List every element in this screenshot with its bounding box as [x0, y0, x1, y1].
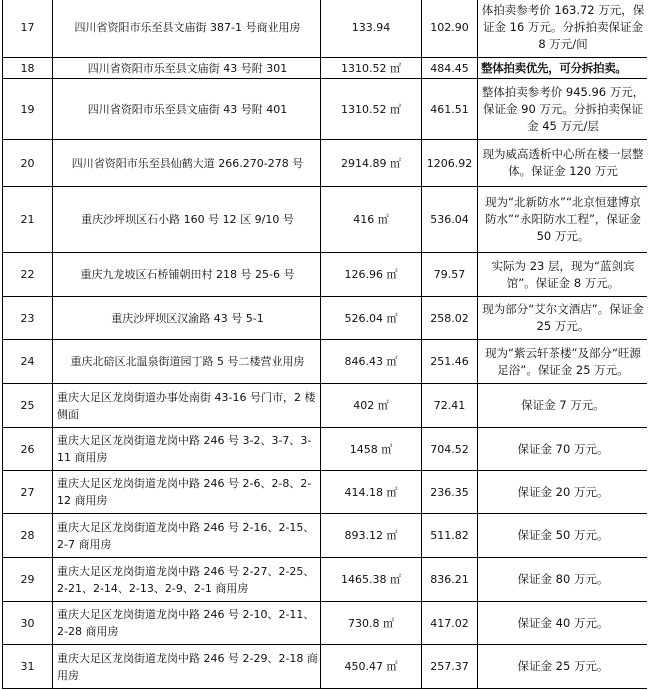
address-cell: 重庆大足区龙岗街道龙岗中路 246 号 2-10、2-11、2-28 商用房	[53, 602, 321, 645]
row-number: 29	[3, 558, 53, 602]
note-cell: 保证金 25 万元。	[478, 645, 648, 689]
table-row	[3, 384, 648, 428]
note-cell: 保证金 80 万元。	[478, 558, 648, 602]
note-cell: 现为部分“艾尔文酒店”。保证金 25 万元。	[478, 297, 648, 340]
table-row	[3, 340, 648, 384]
address-cell: 重庆大足区龙岗街道龙岗中路 246 号 2-29、2-18 商用房	[53, 645, 321, 689]
area-cell: 730.8 ㎡	[321, 602, 422, 645]
table-row	[3, 58, 648, 79]
address-cell: 重庆大足区龙岗街道龙岗中路 246 号 2-6、2-8、2-12 商用房	[53, 471, 321, 514]
table-row	[3, 253, 648, 297]
row-number: 26	[3, 428, 53, 471]
row-number: 23	[3, 297, 53, 340]
price-cell: 484.45	[422, 58, 478, 79]
area-cell: 450.47 ㎡	[321, 645, 422, 689]
row-number: 19	[3, 79, 53, 140]
row-number: 17	[3, 0, 53, 58]
property-auction-table	[2, 0, 647, 689]
area-cell: 402 ㎡	[321, 384, 422, 428]
area-cell: 133.94	[321, 0, 422, 58]
price-cell: 704.52	[422, 428, 478, 471]
row-number: 20	[3, 140, 53, 187]
area-cell: 1310.52 ㎡	[321, 79, 422, 140]
price-cell: 258.02	[422, 297, 478, 340]
area-cell: 846.43 ㎡	[321, 340, 422, 384]
table-row	[3, 514, 648, 558]
note-cell: 整体拍卖优先，可分拆拍卖。	[478, 58, 648, 79]
table-row	[3, 428, 648, 471]
note-cell: 保证金 7 万元。	[478, 384, 648, 428]
address-cell: 重庆大足区龙岗街道龙岗中路 246 号 2-16、2-15、2-7 商用房	[53, 514, 321, 558]
price-cell: 536.04	[422, 187, 478, 253]
price-cell: 251.46	[422, 340, 478, 384]
address-cell: 重庆沙坪坝区石小路 160 号 12 区 9/10 号	[53, 187, 321, 253]
area-cell: 2914.89 ㎡	[321, 140, 422, 187]
price-cell: 102.90	[422, 0, 478, 58]
price-cell: 257.37	[422, 645, 478, 689]
row-number: 27	[3, 471, 53, 514]
area-cell: 1458 ㎡	[321, 428, 422, 471]
table-row	[3, 140, 648, 187]
note-cell: 现为“北新防水”“北京恒建博京防水”“永阳防水工程”，保证金 50 万元。	[478, 187, 648, 253]
address-cell: 重庆大足区龙岗街道龙岗中路 246 号 3-2、3-7、3-11 商用房	[53, 428, 321, 471]
note-cell: 体拍卖参考价 163.72 万元，保证金 16 万元。分拆拍卖保证金 8 万元/间	[478, 0, 648, 58]
row-number: 28	[3, 514, 53, 558]
address-cell: 重庆沙坪坝区汉渝路 43 号 5-1	[53, 297, 321, 340]
price-cell: 72.41	[422, 384, 478, 428]
row-number: 25	[3, 384, 53, 428]
area-cell: 1465.38 ㎡	[321, 558, 422, 602]
price-cell: 511.82	[422, 514, 478, 558]
row-number: 24	[3, 340, 53, 384]
table-row	[3, 471, 648, 514]
row-number: 30	[3, 602, 53, 645]
table-row	[3, 645, 648, 689]
address-cell: 四川省资阳市乐至县文庙街 43 号附 301	[53, 58, 321, 79]
table-row	[3, 297, 648, 340]
address-cell: 重庆九龙坡区石桥铺朝田村 218 号 25-6 号	[53, 253, 321, 297]
price-cell: 836.21	[422, 558, 478, 602]
address-cell: 四川省资阳市乐至县文庙街 43 号附 401	[53, 79, 321, 140]
note-cell: 保证金 70 万元。	[478, 428, 648, 471]
note-cell: 现为“紫云轩茶楼”及部分“旺源足浴”。保证金 25 万元。	[478, 340, 648, 384]
address-cell: 四川省资阳市乐至县文庙街 387-1 号商业用房	[53, 0, 321, 58]
address-cell: 四川省资阳市乐至县仙鹤大道 266.270-278 号	[53, 140, 321, 187]
price-cell: 461.51	[422, 79, 478, 140]
price-cell: 236.35	[422, 471, 478, 514]
area-cell: 126.96 ㎡	[321, 253, 422, 297]
row-number: 18	[3, 58, 53, 79]
price-cell: 1206.92	[422, 140, 478, 187]
row-number: 22	[3, 253, 53, 297]
note-cell: 保证金 40 万元。	[478, 602, 648, 645]
table-row	[3, 602, 648, 645]
note-cell: 实际为 23 层，现为“蓝剑宾馆”。保证金 8 万元。	[478, 253, 648, 297]
row-number: 31	[3, 645, 53, 689]
address-cell: 重庆北碚区北温泉街道园丁路 5 号二楼营业用房	[53, 340, 321, 384]
row-number: 21	[3, 187, 53, 253]
price-cell: 79.57	[422, 253, 478, 297]
price-cell: 417.02	[422, 602, 478, 645]
area-cell: 414.18 ㎡	[321, 471, 422, 514]
table-row	[3, 187, 648, 253]
table-row	[3, 79, 648, 140]
note-cell: 保证金 50 万元。	[478, 514, 648, 558]
area-cell: 416 ㎡	[321, 187, 422, 253]
address-cell: 重庆大足区龙岗街道龙岗中路 246 号 2-27、2-25、2-21、2-14、2-13、2-9、2-1 商用房	[53, 558, 321, 602]
address-cell: 重庆大足区龙岗街道办事处南街 43-16 号门市，2 楼侧面	[53, 384, 321, 428]
table-row	[3, 558, 648, 602]
area-cell: 526.04 ㎡	[321, 297, 422, 340]
note-cell: 现为威高透析中心所在楼一层整体。保证金 120 万元	[478, 140, 648, 187]
note-cell: 整体拍卖参考价 945.96 万元，保证金 90 万元。分拆拍卖保证金 45 万元/层	[478, 79, 648, 140]
note-cell: 保证金 20 万元。	[478, 471, 648, 514]
area-cell: 893.12 ㎡	[321, 514, 422, 558]
area-cell: 1310.52 ㎡	[321, 58, 422, 79]
table-row	[3, 0, 648, 58]
